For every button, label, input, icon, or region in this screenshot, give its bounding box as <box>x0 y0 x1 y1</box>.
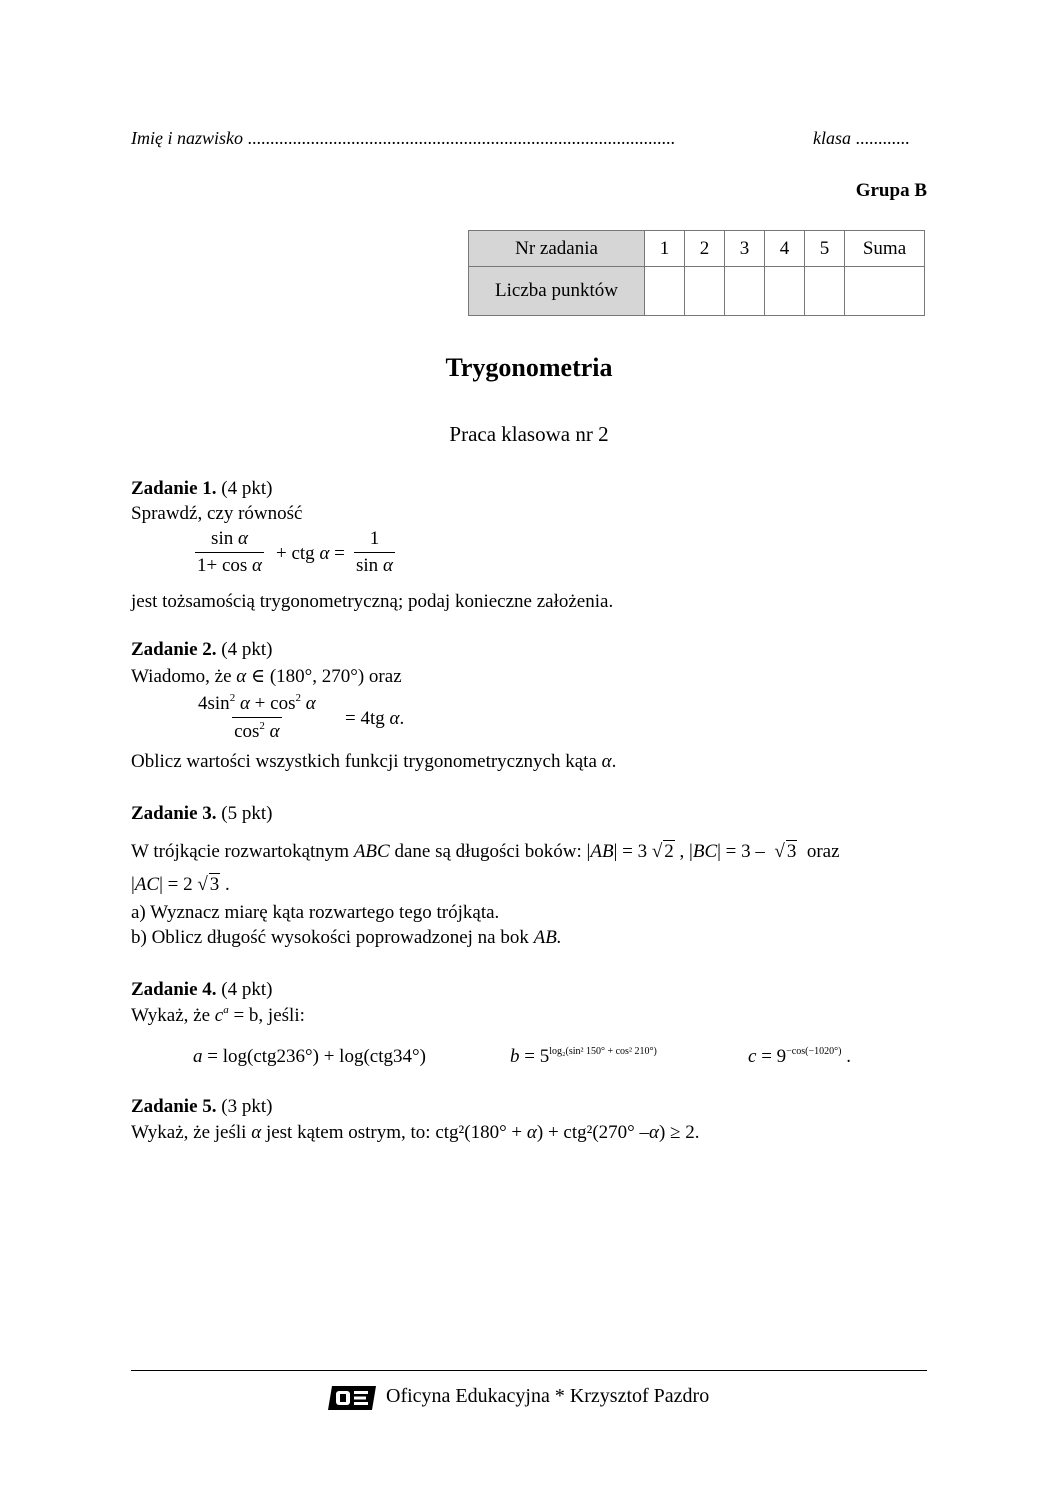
page-title: Trygonometria <box>445 353 613 382</box>
task-3-item-a: a) Wyznacz miarę kąta rozwartego tego trójkąta. <box>131 902 500 923</box>
task-5-points: (3 pkt) <box>221 1096 273 1117</box>
task-2-points: (4 pkt) <box>221 639 273 660</box>
task-5-heading <box>131 1096 272 1118</box>
points-cell-5[interactable] <box>805 267 845 316</box>
task-col-3: 3 <box>725 231 765 267</box>
task-1-fraction-right: $\frac{1}{\text{sin α}}$ <box>356 528 393 576</box>
task-3-item-b: b) Oblicz długość wysokości poprowadzonej na bok AB. <box>131 927 562 948</box>
task-4-intro: Wykaż, że $c^a = b$, jeśli: <box>131 1004 305 1026</box>
class-dots: ............ <box>855 128 910 148</box>
task-2-outro: Oblicz wartości wszystkich funkcji trygonometrycznych kąta α. <box>131 751 617 772</box>
publisher-name: Oficyna Edukacyjna * Krzysztof Pazdro <box>386 1385 710 1407</box>
name-field <box>131 128 675 149</box>
task-1-outro: jest tożsamością trygonometryczną; podaj konieczne założenia. <box>131 591 614 612</box>
task-3-line-1: W trójkącie rozwartokątnym ABC dane są długości boków: |AB| = 3 √ 2 , |BC| = 3 – √ 3 oraz <box>131 841 840 862</box>
task-2-rhs: = 4tg α. <box>345 708 405 729</box>
task-5-title: Zadanie 5. <box>131 1096 217 1117</box>
task-2-heading <box>131 639 272 661</box>
task-col-2: 2 <box>685 231 725 267</box>
points-cell-1[interactable] <box>645 267 685 316</box>
task-1-points: (4 pkt) <box>221 478 273 499</box>
points-cell-2[interactable] <box>685 267 725 316</box>
sum-col: Suma <box>845 231 925 267</box>
points-cell-3[interactable] <box>725 267 765 316</box>
footer-divider <box>131 1370 927 1371</box>
points-label: Liczba punktów <box>469 267 645 316</box>
task-col-1: 1 <box>645 231 685 267</box>
group-label: Grupa B <box>855 180 927 201</box>
name-label: Imię i nazwisko <box>131 128 243 148</box>
task-col-5: 5 <box>805 231 845 267</box>
task-2-title: Zadanie 2. <box>131 639 217 660</box>
task-number-label: Nr zadania <box>469 231 645 267</box>
task-4-title: Zadanie 4. <box>131 979 217 1000</box>
task-3-title: Zadanie 3. <box>131 803 217 824</box>
task-2-intro-b: ∈ (180°, 270°) oraz <box>251 666 402 687</box>
task-4-expr-c: $c = 9^{-cos(-1020^\circ)}$ . <box>748 1046 851 1067</box>
task-1-heading <box>131 478 272 500</box>
task-2-intro: Wiadomo, że α ∈ (180°, 270°) oraz <box>131 666 402 687</box>
task-1-fraction-left: $\frac{\text{sin α}}{\text{1+ cos α}}$ <box>197 528 263 576</box>
task-3-heading <box>131 803 272 825</box>
task-2-fraction: $\frac{4\sin^2 \alpha + \cos^2 \alpha}{\cos^2 \alpha}$ <box>198 692 316 742</box>
task-2-intro-a: Wiadomo, że <box>131 666 232 687</box>
oe-logo-icon <box>326 1384 378 1412</box>
task-4-points: (4 pkt) <box>221 979 273 1000</box>
task-col-4: 4 <box>765 231 805 267</box>
page-subtitle: Praca klasowa nr 2 <box>449 422 609 446</box>
task-5-statement: Wykaż, że jeśli α jest kątem ostrym, to: ctg²(180° + α) + ctg²(270° –α) ≥ 2. <box>131 1122 700 1143</box>
score-table-header-row <box>469 231 925 267</box>
task-4-heading <box>131 979 272 1001</box>
score-table-points-row <box>469 267 925 316</box>
task-4-expr-b: $b = 5^{log_2(sin^2 150^\circ + cos^2 210^\circ)}$ <box>510 1046 657 1067</box>
score-table <box>468 230 925 316</box>
name-dots: ............................................................................................... <box>247 128 675 148</box>
points-cell-sum[interactable] <box>845 267 925 316</box>
class-field <box>813 128 910 149</box>
points-cell-4[interactable] <box>765 267 805 316</box>
task-3-points: (5 pkt) <box>221 803 273 824</box>
task-1-middle: + ctg α = <box>276 543 345 564</box>
task-3-line-2: |AC| = 2 √ 3 . <box>131 874 230 895</box>
class-label: klasa <box>813 128 851 148</box>
task-4-expr-a: a = log(ctg236°) + log(ctg34°) <box>193 1046 426 1067</box>
task-1-title: Zadanie 1. <box>131 478 217 499</box>
task-1-intro: Sprawdź, czy równość <box>131 503 303 524</box>
